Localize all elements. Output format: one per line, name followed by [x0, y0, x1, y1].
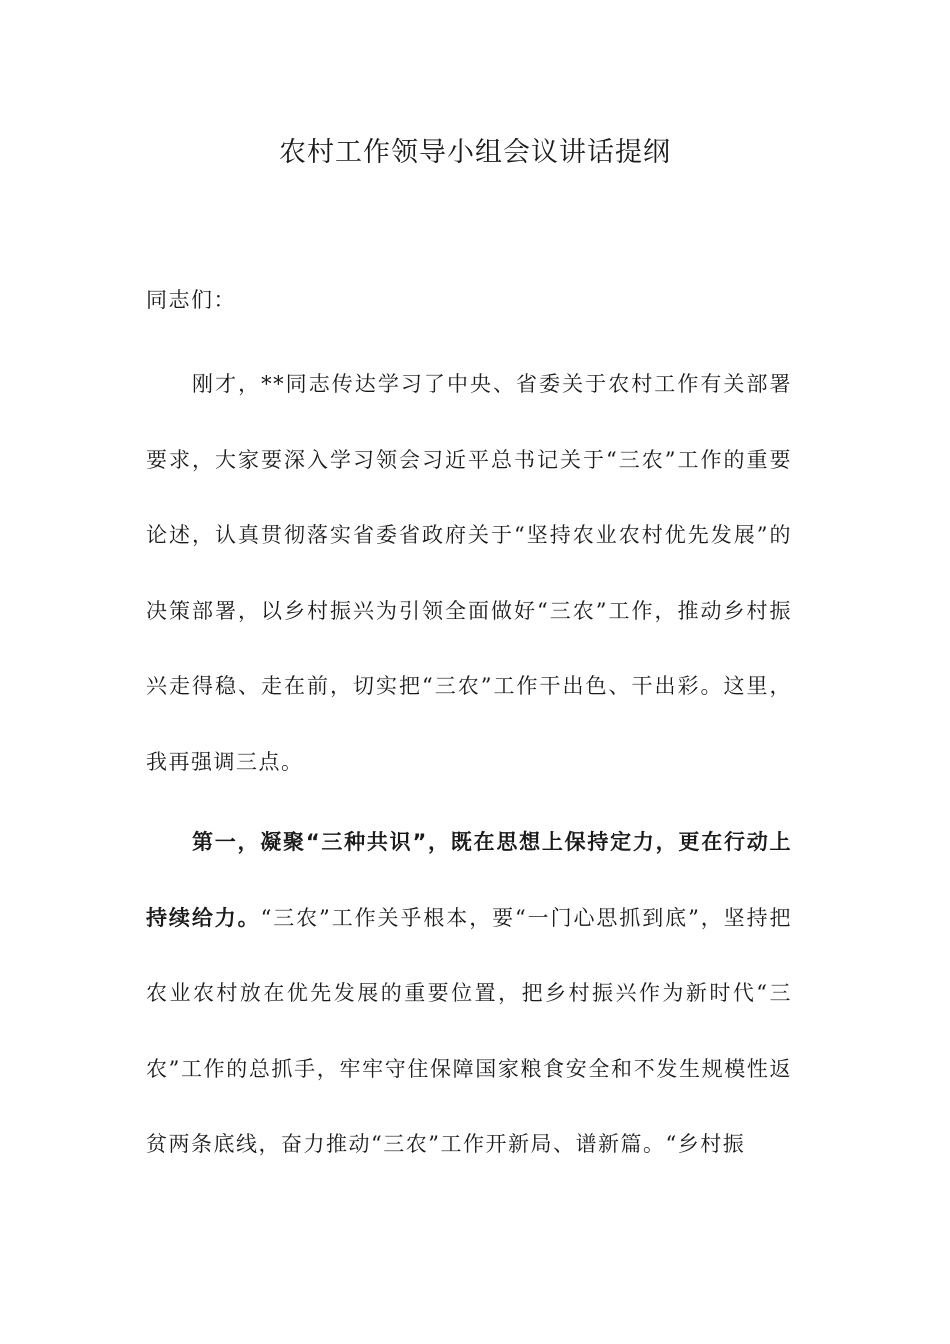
paragraph-opening: 刚才，**同志传达学习了中央、省委关于农村工作有关部署要求，大家要深入学习领会习近平总书记关于“三农”工作的重要论述，认真贯彻落实省委省政府关于“坚持农业农村优先发展”的决策部署，以乡村振兴为引领全面做好“三农”工作，推动乡村振兴走得稳、走在前，切实把“三农”工作干出色、干出彩。这里，我再强调三点。 [146, 372, 792, 774]
paragraph-point-one [146, 805, 792, 1183]
salutation: 同志们： [146, 288, 236, 312]
document-title: 农村工作领导小组会议讲话提纲 [279, 137, 671, 168]
point-one-heading: 第一，凝聚“三种共识”，既在思想上保持定力，更在行动上持续给力。 [146, 830, 792, 930]
point-one-body: “三农”工作关乎根本，要“一门心思抓到底”，坚持把农业农村放在优先发展的重要位置，把乡村振兴作为新时代“三农”工作的总抓手，牢牢守住保障国家粮食安全和不发生规模性返贫两条底线，奋力推动“三农”工作开新局、谱新篇。“乡村振 [146, 905, 792, 1156]
